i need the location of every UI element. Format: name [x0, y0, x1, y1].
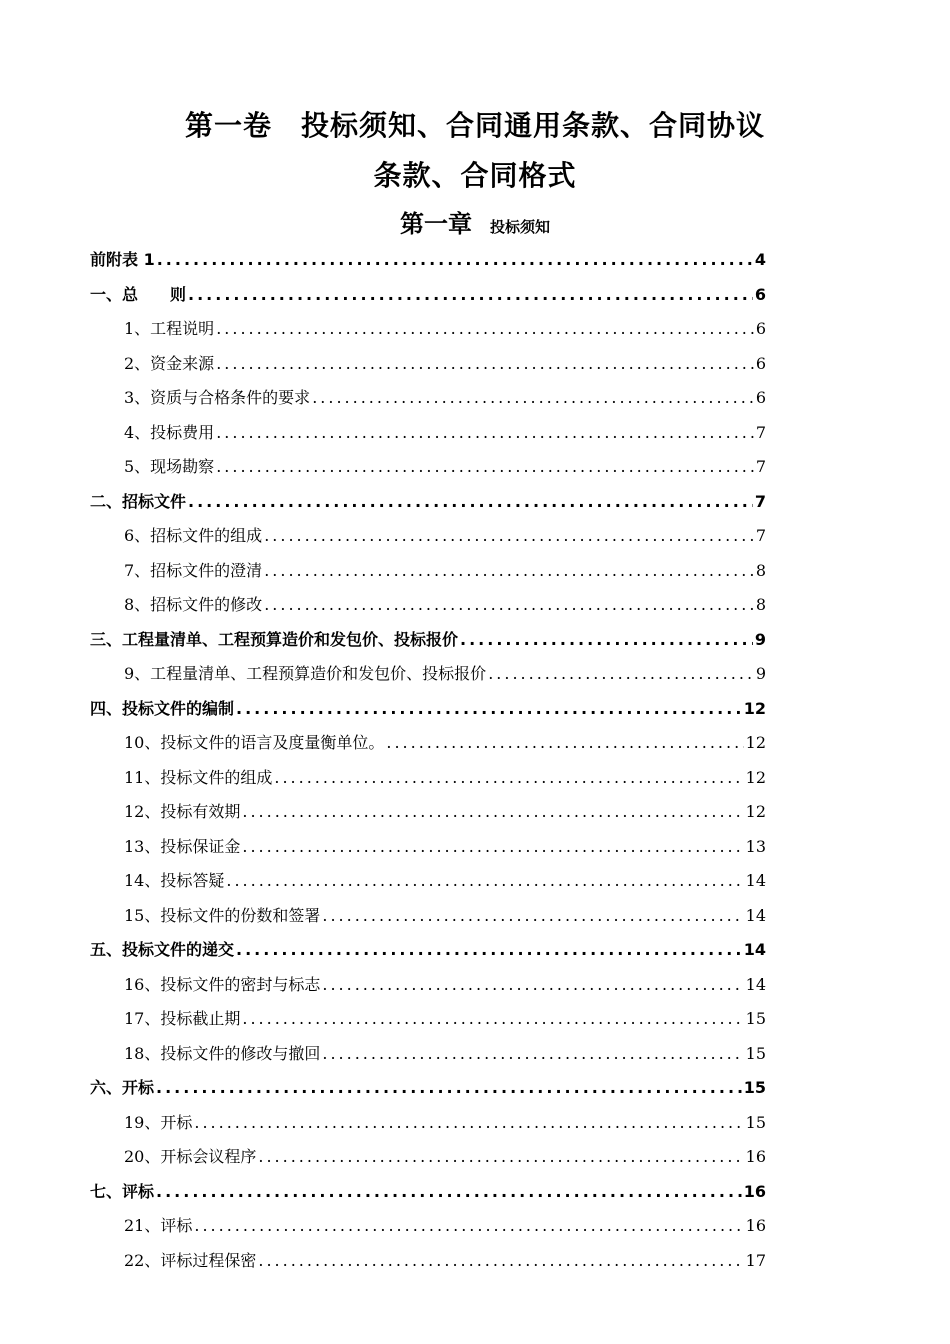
- toc-entry-label: 19、开标: [124, 1112, 193, 1132]
- toc-entry-label: 1、工程说明: [124, 319, 215, 338]
- document-title-line-1: 第一卷 投标须知、合同通用条款、合同协议: [184, 109, 765, 142]
- toc-entry-page-number: 15: [745, 1112, 766, 1132]
- chapter-subtitle: 投标须知: [489, 218, 550, 236]
- toc-entry-page-number: 8: [755, 595, 766, 614]
- toc-entry-page-number: 12: [745, 733, 766, 752]
- toc-subsection-entry[interactable]: [90, 971, 766, 1006]
- toc-dot-leader: [264, 557, 754, 585]
- toc-entry-label: 17、投标截止期: [124, 1009, 241, 1028]
- toc-subsection-entry[interactable]: [90, 315, 766, 350]
- toc-subsection-entry[interactable]: [90, 764, 766, 799]
- toc-section-entry[interactable]: [90, 281, 766, 316]
- toc-entry-label: 10、投标文件的语言及度量衡单位。: [124, 733, 385, 752]
- toc-entry-label: 18、投标文件的修改与撤回: [124, 1043, 321, 1063]
- toc-subsection-entry[interactable]: [90, 384, 766, 419]
- toc-entry-label: 4、投标费用: [124, 422, 215, 442]
- toc-entry-label: 五、投标文件的递交: [90, 940, 235, 959]
- toc-dot-leader: [386, 729, 743, 757]
- toc-entry-page-number: 17: [745, 1250, 766, 1270]
- toc-dot-leader: [312, 384, 754, 412]
- toc-entry-page-number: 8: [755, 560, 766, 580]
- toc-entry-label: 9、工程量清单、工程预算造价和发包价、投标报价: [124, 664, 487, 683]
- toc-entry-page-number: 9: [754, 629, 766, 649]
- toc-entry-label: 16、投标文件的密封与标志: [124, 974, 321, 994]
- toc-subsection-entry[interactable]: [90, 419, 766, 454]
- chapter-heading: [0, 204, 950, 239]
- toc-dot-leader: [226, 867, 743, 895]
- toc-entry-page-number: 15: [743, 1078, 766, 1097]
- toc-subsection-entry[interactable]: [90, 1005, 766, 1040]
- toc-entry-page-number: 13: [745, 836, 766, 856]
- toc-entry-label: 一、总 则: [90, 284, 187, 304]
- toc-entry-label: 11、投标文件的组成: [124, 767, 273, 787]
- toc-dot-leader: [216, 315, 754, 343]
- toc-subsection-entry[interactable]: [90, 1143, 766, 1178]
- toc-section-entry[interactable]: [90, 488, 766, 523]
- toc-section-entry[interactable]: [90, 246, 766, 281]
- toc-entry-page-number: 6: [755, 353, 766, 373]
- toc-entry-page-number: 12: [745, 802, 766, 821]
- toc-dot-leader: [194, 1212, 743, 1240]
- toc-entry-page-number: 16: [745, 1147, 766, 1166]
- toc-entry-page-number: 7: [755, 422, 766, 442]
- toc-entry-label: 15、投标文件的份数和签署: [124, 905, 321, 925]
- toc-section-entry[interactable]: [90, 1178, 766, 1213]
- toc-dot-leader: [242, 1005, 743, 1033]
- toc-entry-page-number: 14: [745, 871, 766, 890]
- toc-subsection-entry[interactable]: [90, 1040, 766, 1075]
- toc-section-entry[interactable]: [90, 936, 766, 971]
- toc-entry-label: 13、投标保证金: [124, 836, 241, 856]
- toc-dot-leader: [157, 246, 753, 274]
- toc-entry-page-number: 16: [745, 1216, 766, 1235]
- toc-dot-leader: [322, 1040, 743, 1068]
- toc-entry-label: 5、现场勘察: [124, 457, 215, 476]
- toc-dot-leader: [236, 936, 742, 964]
- toc-entry-label: 14、投标答疑: [124, 871, 225, 890]
- toc-entry-label: 22、评标过程保密: [124, 1250, 257, 1270]
- toc-entry-label: 四、投标文件的编制: [90, 698, 235, 718]
- toc-subsection-entry[interactable]: [90, 1247, 766, 1282]
- toc-entry-page-number: 12: [745, 767, 766, 787]
- toc-dot-leader: [236, 695, 742, 723]
- toc-dot-leader: [258, 1143, 743, 1171]
- toc-entry-page-number: 7: [755, 526, 766, 545]
- toc-entry-label: 20、开标会议程序: [124, 1147, 257, 1166]
- toc-dot-leader: [258, 1247, 743, 1275]
- toc-dot-leader: [264, 591, 754, 619]
- toc-subsection-entry[interactable]: [90, 350, 766, 385]
- document-title-line-2: 条款、合同格式: [373, 159, 577, 192]
- toc-dot-leader: [322, 902, 743, 930]
- toc-subsection-entry[interactable]: [90, 522, 766, 557]
- toc-dot-leader: [156, 1178, 742, 1206]
- toc-dot-leader: [242, 798, 743, 826]
- toc-subsection-entry[interactable]: [90, 557, 766, 592]
- toc-entry-page-number: 4: [754, 250, 766, 269]
- toc-entry-page-number: 16: [743, 1181, 766, 1201]
- chapter-label: 第一章: [399, 210, 472, 238]
- toc-dot-leader: [194, 1109, 743, 1137]
- toc-entry-label: 12、投标有效期: [124, 802, 241, 821]
- toc-entry-page-number: 14: [743, 940, 766, 959]
- toc-dot-leader: [216, 350, 754, 378]
- toc-entry-label: 七、评标: [90, 1181, 155, 1201]
- toc-entry-page-number: 6: [755, 388, 766, 407]
- toc-entry-page-number: 6: [755, 319, 766, 338]
- toc-entry-label: 二、招标文件: [90, 491, 187, 511]
- toc-subsection-entry[interactable]: [90, 591, 766, 626]
- toc-dot-leader: [216, 453, 754, 481]
- toc-section-entry[interactable]: [90, 1074, 766, 1109]
- toc-dot-leader: [156, 1074, 742, 1102]
- toc-dot-leader: [188, 488, 753, 516]
- toc-dot-leader: [188, 281, 753, 309]
- toc-dot-leader: [216, 419, 754, 447]
- toc-entry-page-number: 7: [755, 457, 766, 476]
- toc-subsection-entry[interactable]: [90, 1109, 766, 1144]
- toc-subsection-entry[interactable]: [90, 453, 766, 488]
- toc-dot-leader: [274, 764, 743, 792]
- toc-section-entry[interactable]: [90, 695, 766, 730]
- toc-entry-page-number: 12: [743, 698, 766, 718]
- toc-dot-leader: [488, 660, 754, 688]
- toc-entry-label: 3、资质与合格条件的要求: [124, 388, 311, 407]
- toc-dot-leader: [322, 971, 743, 999]
- toc-subsection-entry[interactable]: [90, 729, 766, 764]
- toc-entry-label: 21、评标: [124, 1216, 193, 1235]
- toc-section-entry[interactable]: [90, 626, 766, 661]
- toc-entry-page-number: 15: [745, 1043, 766, 1063]
- table-of-contents: [90, 246, 766, 1281]
- toc-entry-label: 6、招标文件的组成: [124, 526, 263, 545]
- toc-dot-leader: [264, 522, 754, 550]
- toc-subsection-entry[interactable]: [90, 660, 766, 695]
- toc-entry-page-number: 7: [754, 491, 766, 511]
- toc-entry-label: 六、开标: [90, 1078, 155, 1097]
- toc-dot-leader: [242, 833, 743, 861]
- toc-entry-label: 7、招标文件的澄清: [124, 560, 263, 580]
- toc-entry-label: 三、工程量清单、工程预算造价和发包价、投标报价: [90, 629, 459, 649]
- toc-entry-page-number: 9: [755, 664, 766, 683]
- toc-entry-label: 2、资金来源: [124, 353, 215, 373]
- toc-entry-page-number: 14: [745, 905, 766, 925]
- toc-subsection-entry[interactable]: [90, 867, 766, 902]
- toc-dot-leader: [460, 626, 753, 654]
- toc-subsection-entry[interactable]: [90, 902, 766, 937]
- toc-entry-label: 前附表 1: [90, 250, 155, 269]
- toc-entry-page-number: 14: [745, 974, 766, 994]
- toc-entry-page-number: 6: [754, 284, 766, 304]
- toc-subsection-entry[interactable]: [90, 1212, 766, 1247]
- toc-subsection-entry[interactable]: [90, 798, 766, 833]
- toc-subsection-entry[interactable]: [90, 833, 766, 868]
- toc-entry-page-number: 15: [745, 1009, 766, 1028]
- toc-entry-label: 8、招标文件的修改: [124, 595, 263, 614]
